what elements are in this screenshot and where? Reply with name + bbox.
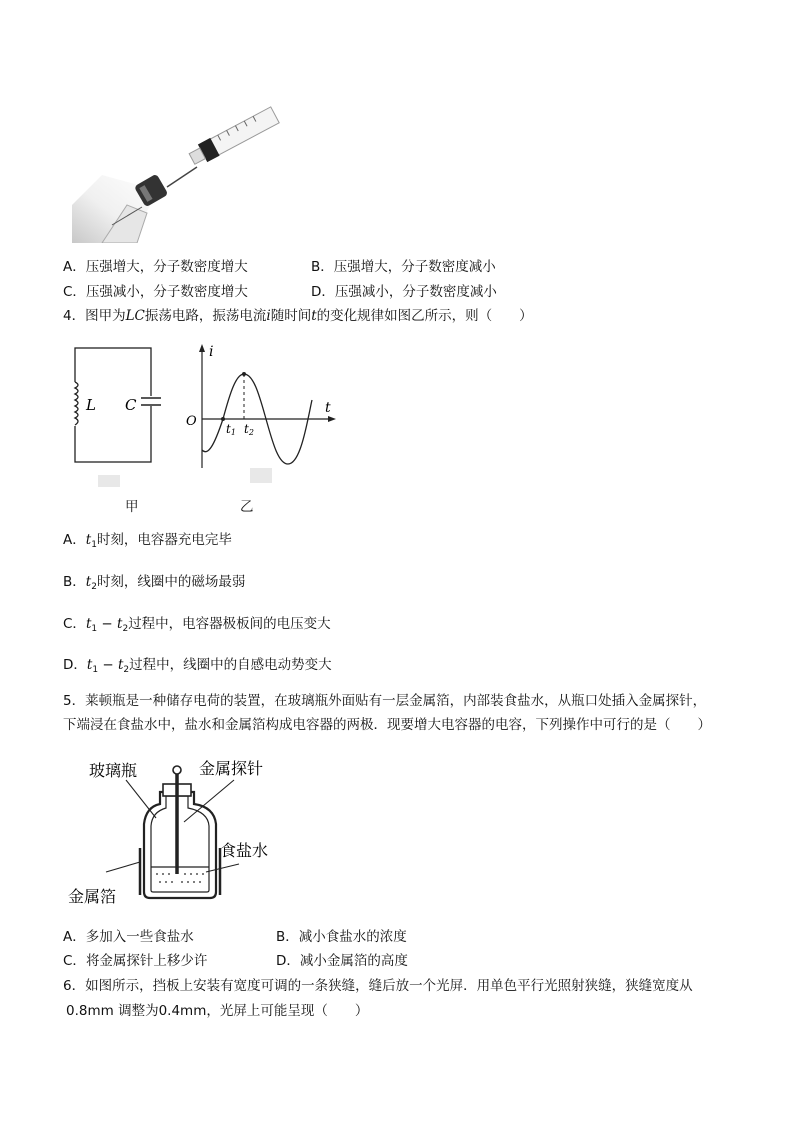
graph-x-label: t [325,400,331,416]
q3-option-c: C．压强减小，分子数密度增大 [63,284,248,300]
graph-t2-label: t2 [244,422,254,437]
lc-circuit-diagram [70,340,165,490]
q4-option-c: C．$t_1 - t_2$过程中，电容器极板间的电压变大 [63,616,331,634]
q3-option-d: D．压强减小，分子数密度减小 [311,284,497,300]
q5-option-a: A．多加入一些食盐水 [63,929,194,945]
label-probe: 金属探针 [199,759,264,778]
q3-option-b: B．压强增大，分子数密度减小 [311,259,496,275]
q5-option-d: D．减小金属箔的高度 [276,953,408,969]
q5-stem-line1: 5．莱顿瓶是一种储存电荷的装置，在玻璃瓶外面贴有一层金属箔，内部装食盐水，从瓶口处插入金属探针， [63,693,707,709]
q4-option-d: D．$t_1 - t_2$过程中，线圈中的自感电动势变大 [63,657,332,675]
label-water: 食盐水 [220,841,269,860]
q5-stem-line2: 下端浸在食盐水中，盐水和金属箔构成电容器的两极．现要增大电容器的电容，下列操作中可行的是（ ） [63,717,711,733]
q6-stem-line1: 6．如图所示，挡板上安装有宽度可调的一条狭缝，缝后放一个光屏．用单色平行光照射狭缝，狭缝宽度从 [63,978,693,994]
q6-stem-line2: 0.8mm 调整为0.4mm，光屏上可能呈现（ ） [66,1003,369,1019]
label-bottle: 玻璃瓶 [89,761,138,780]
q5-option-b: B．减小食盐水的浓度 [276,929,407,945]
figure-yi-caption: 乙 [240,499,254,515]
graph-origin-label: O [186,414,197,429]
graph-y-label: i [209,344,214,360]
q3-option-a: A．压强增大，分子数密度增大 [63,259,248,275]
capacitor-label: C [125,396,137,414]
q4-option-a: A．$t_1$时刻，电容器充电完毕 [63,532,232,550]
inductor-label: L [86,396,96,414]
current-time-graph [180,338,340,493]
graph-t1-label: t1 [226,422,236,437]
leyden-jar-diagram [64,752,284,912]
q4-stem: 4．图甲为LC振荡电路，振荡电流i随时间t的变化规律如图乙所示，则（ ） [63,308,533,324]
q5-option-c: C．将金属探针上移少许 [63,953,208,969]
syringe-photo [72,95,287,243]
q4-option-b: B．$t_2$时刻，线圈中的磁场最弱 [63,574,246,592]
label-foil: 金属箔 [68,887,117,906]
figure-jia-caption: 甲 [125,499,139,515]
